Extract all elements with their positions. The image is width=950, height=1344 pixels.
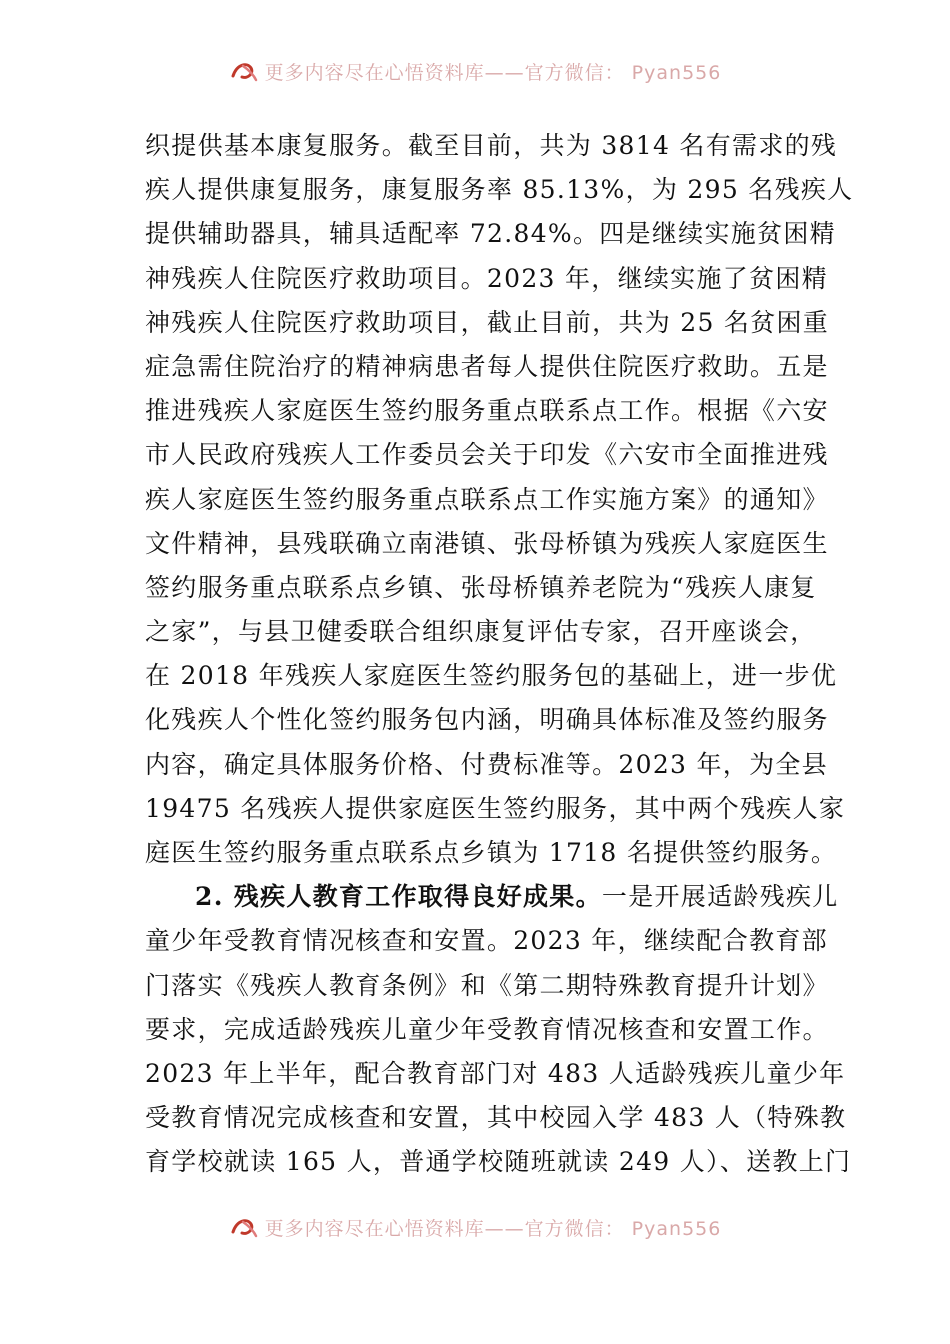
text-line: 受教育情况完成核查和安置，其中校园入学 483 人（特殊教 [145,1103,847,1133]
text-line: 疾人家庭医生签约服务重点联系点工作实施方案》的通知》 [145,484,829,514]
text-line: 症急需住院治疗的精神病患者每人提供住院医疗救助。五是 [145,351,829,381]
text-line: 育学校就读 165 人，普通学校随班就读 249 人）、送教上门 [145,1147,852,1177]
watermark-text: 更多内容尽在心悟资料库——官方微信： Pyan556 [264,1217,722,1240]
section-heading-line [145,875,839,919]
text-line: 提供辅助器具，辅具适配率 72.84%。四是继续实施贫困精 [145,219,836,249]
text-line: 童少年受教育情况核查和安置。2023 年，继续配合教育部 [145,926,828,956]
text-line: 门落实《残疾人教育条例》和《第二期特殊教育提升计划》 [145,970,829,1000]
text-line: 2023 年上半年，配合教育部门对 483 人适龄残疾儿童少年 [145,1058,846,1088]
brand-logo-icon [229,1216,259,1238]
watermark-header [0,56,950,86]
text-line: 签约服务重点联系点乡镇、张母桥镇养老院为“残疾人康复 [145,572,817,602]
text-line: 化残疾人个性化签约服务包内涵，明确具体标准及签约服务 [145,705,829,735]
text-line: 疾人提供康复服务，康复服务率 85.13%，为 295 名残疾人 [145,175,854,205]
text-line: 神残疾人住院医疗救助项目，截止目前，共为 25 名贫困重 [145,307,830,337]
text-line: 要求，完成适龄残疾儿童少年受教育情况核查和安置工作。 [145,1014,829,1044]
section-heading-continuation: 一是开展适龄残疾儿 [601,882,839,912]
text-line: 在 2018 年残疾人家庭医生签约服务包的基础上，进一步优 [145,661,838,691]
text-line: 内容，确定具体服务价格、付费标准等。2023 年，为全县 [145,749,828,779]
watermark-footer [0,1212,950,1242]
text-line: 文件精神，县残联确立南港镇、张母桥镇为残疾人家庭医生 [145,528,829,558]
text-line: 神残疾人住院医疗救助项目。2023 年，继续实施了贫困精 [145,263,828,293]
document-body [145,124,854,1185]
text-line: 19475 名残疾人提供家庭医生签约服务，其中两个残疾人家 [145,793,846,823]
text-line: 织提供基本康复服务。截至目前，共为 3814 名有需求的残 [145,131,838,160]
text-line: 推进残疾人家庭医生签约服务重点联系点工作。根据《六安 [145,396,829,426]
brand-logo-icon [229,60,259,82]
text-line: 之家”，与县卫健委联合组织康复评估专家，召开座谈会， [145,617,817,647]
text-line: 庭医生签约服务重点联系点乡镇为 1718 名提供签约服务。 [145,838,838,867]
watermark-text: 更多内容尽在心悟资料库——官方微信： Pyan556 [264,61,722,84]
text-line: 市人民政府残疾人工作委员会关于印发《六安市全面推进残 [145,440,829,470]
section-heading: 2. 残疾人教育工作取得良好成果。 [195,882,602,912]
